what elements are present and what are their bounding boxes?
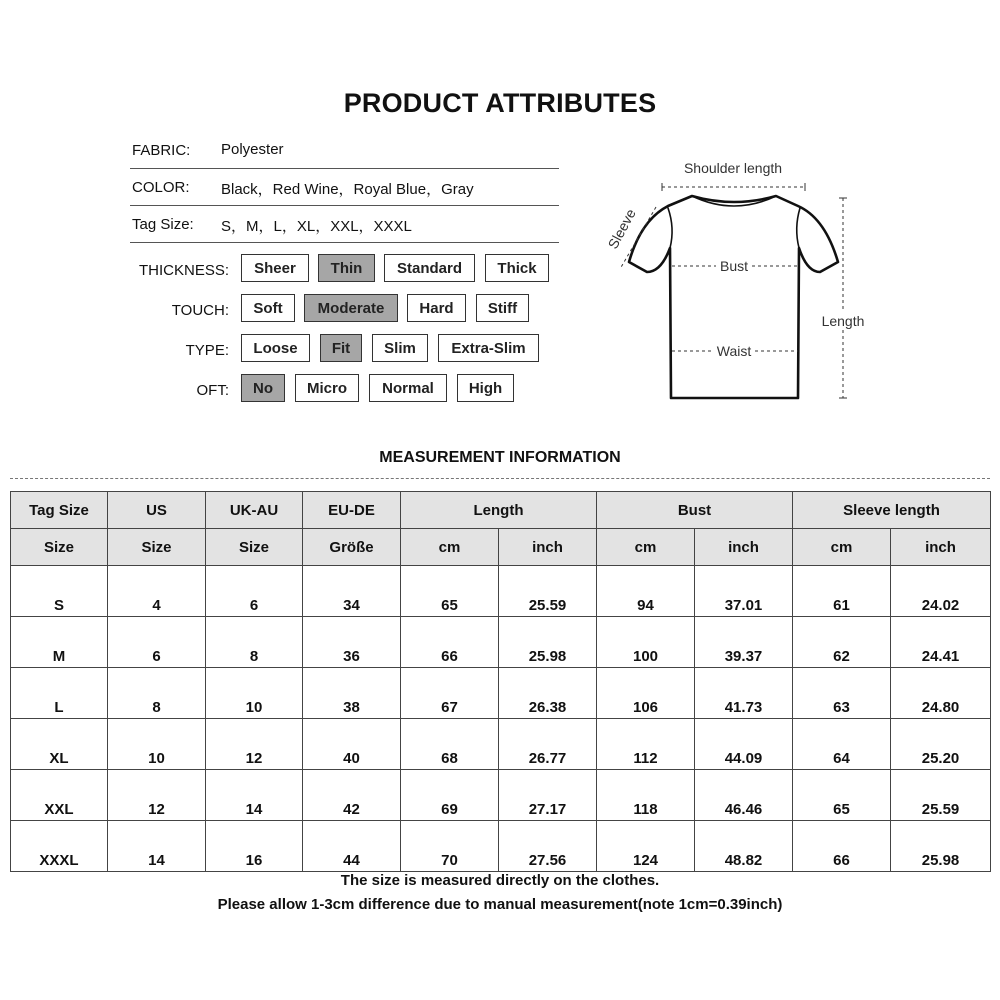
table-cell: 118 [597, 770, 695, 821]
table-cell: 26.38 [499, 668, 597, 719]
table-cell: 24.41 [891, 617, 991, 668]
type-label: TYPE: [185, 342, 229, 359]
note-line-1: The size is measured directly on the clothes. [340, 872, 660, 889]
subheader-cell: Size [11, 529, 108, 566]
touch-option-soft[interactable]: Soft [241, 294, 295, 322]
tag-size-value: S，M，L，XL，XXL，XXXL [221, 218, 412, 235]
divider [130, 205, 559, 206]
thickness-option-sheer[interactable]: Sheer [241, 254, 309, 282]
table-cell: 65 [793, 770, 891, 821]
table-cell: 112 [597, 719, 695, 770]
table-cell: 65 [401, 566, 499, 617]
table-subheader-row [11, 529, 991, 566]
table-cell: 10 [108, 719, 206, 770]
table-cell: 25.59 [499, 566, 597, 617]
table-cell: 37.01 [695, 566, 793, 617]
thickness-option-standard[interactable]: Standard [384, 254, 475, 282]
header-cell: US [108, 492, 206, 529]
size-table [10, 491, 991, 872]
table-cell: 46.46 [695, 770, 793, 821]
table-cell: 100 [597, 617, 695, 668]
table-cell: 38 [303, 668, 401, 719]
type-option-slim[interactable]: Slim [372, 334, 428, 362]
subheader-cell: cm [793, 529, 891, 566]
table-cell: 68 [401, 719, 499, 770]
thickness-option-thin[interactable]: Thin [318, 254, 375, 282]
fabric-label: FABRIC: [132, 142, 191, 159]
table-cell: 66 [793, 821, 891, 872]
touch-option-moderate[interactable]: Moderate [304, 294, 398, 322]
table-cell: 24.80 [891, 668, 991, 719]
subheader-cell: cm [401, 529, 499, 566]
table-cell: 10 [206, 668, 303, 719]
table-cell: 14 [108, 821, 206, 872]
table-header-row [11, 492, 991, 529]
header-cell: UK-AU [206, 492, 303, 529]
page-title: PRODUCT ATTRIBUTES [343, 88, 657, 118]
header-cell: Length [401, 492, 597, 529]
table-cell: 39.37 [695, 617, 793, 668]
table-cell: 67 [401, 668, 499, 719]
tshirt-diagram [600, 150, 880, 410]
oft-option-normal[interactable]: Normal [369, 374, 447, 402]
table-cell: 4 [108, 566, 206, 617]
table-cell: 25.98 [499, 617, 597, 668]
table-cell: 6 [108, 617, 206, 668]
table-cell: 25.20 [891, 719, 991, 770]
measurement-title: MEASUREMENT INFORMATION [379, 449, 621, 466]
shoulder-length-label: Shoulder length [683, 160, 783, 176]
table-cell: 64 [793, 719, 891, 770]
table-cell: L [11, 668, 108, 719]
header-cell: Bust [597, 492, 793, 529]
table-cell: XXL [11, 770, 108, 821]
table-cell: 34 [303, 566, 401, 617]
table-cell: 44.09 [695, 719, 793, 770]
oft-label: OFT: [196, 382, 229, 399]
table-row [11, 617, 991, 668]
table-cell: XXXL [11, 821, 108, 872]
length-label: Length [821, 313, 865, 329]
table-row [11, 770, 991, 821]
table-cell: 6 [206, 566, 303, 617]
table-cell: 24.02 [891, 566, 991, 617]
subheader-cell: inch [499, 529, 597, 566]
table-cell: 70 [401, 821, 499, 872]
table-cell: 40 [303, 719, 401, 770]
type-option-loose[interactable]: Loose [241, 334, 310, 362]
table-cell: 106 [597, 668, 695, 719]
divider [130, 242, 559, 243]
table-cell: 41.73 [695, 668, 793, 719]
dashed-divider [10, 478, 990, 479]
subheader-cell: Size [206, 529, 303, 566]
divider [130, 168, 559, 169]
table-cell: 42 [303, 770, 401, 821]
color-label: COLOR: [132, 179, 190, 196]
table-cell: 16 [206, 821, 303, 872]
oft-option-micro[interactable]: Micro [295, 374, 359, 402]
touch-option-hard[interactable]: Hard [407, 294, 466, 322]
header-cell: EU-DE [303, 492, 401, 529]
table-cell: 8 [206, 617, 303, 668]
table-cell: 69 [401, 770, 499, 821]
table-row [11, 821, 991, 872]
table-cell: 62 [793, 617, 891, 668]
table-row [11, 668, 991, 719]
subheader-cell: Größe [303, 529, 401, 566]
waist-label: Waist [716, 343, 752, 359]
table-cell: 27.56 [499, 821, 597, 872]
type-option-extra-slim[interactable]: Extra-Slim [438, 334, 539, 362]
table-cell: 66 [401, 617, 499, 668]
table-cell: 61 [793, 566, 891, 617]
table-cell: 27.17 [499, 770, 597, 821]
color-value: Black，Red Wine，Royal Blue，Gray [221, 181, 474, 198]
table-cell: 25.59 [891, 770, 991, 821]
sleeve-label: Sleeve [604, 206, 639, 252]
table-cell: 36 [303, 617, 401, 668]
subheader-cell: Size [108, 529, 206, 566]
table-cell: M [11, 617, 108, 668]
touch-label: TOUCH: [171, 302, 229, 319]
table-cell: 14 [206, 770, 303, 821]
header-cell: Tag Size [11, 492, 108, 529]
table-cell: 63 [793, 668, 891, 719]
oft-option-no[interactable]: No [241, 374, 285, 402]
table-cell: 12 [206, 719, 303, 770]
thickness-label: THICKNESS: [138, 262, 229, 279]
table-cell: S [11, 566, 108, 617]
type-option-fit[interactable]: Fit [320, 334, 362, 362]
subheader-cell: inch [891, 529, 991, 566]
table-cell: 48.82 [695, 821, 793, 872]
thickness-option-thick[interactable]: Thick [485, 254, 549, 282]
table-cell: 8 [108, 668, 206, 719]
table-cell: XL [11, 719, 108, 770]
table-cell: 44 [303, 821, 401, 872]
subheader-cell: inch [695, 529, 793, 566]
tag-size-label: Tag Size: [132, 216, 194, 233]
table-cell: 94 [597, 566, 695, 617]
table-row [11, 566, 991, 617]
oft-option-high[interactable]: High [457, 374, 514, 402]
fabric-value: Polyester [221, 141, 284, 158]
subheader-cell: cm [597, 529, 695, 566]
table-cell: 25.98 [891, 821, 991, 872]
table-row [11, 719, 991, 770]
note-line-2: Please allow 1-3cm difference due to manual measurement(note 1cm=0.39inch) [217, 896, 783, 913]
header-cell: Sleeve length [793, 492, 991, 529]
table-cell: 26.77 [499, 719, 597, 770]
table-cell: 124 [597, 821, 695, 872]
table-cell: 12 [108, 770, 206, 821]
touch-option-stiff[interactable]: Stiff [476, 294, 529, 322]
bust-label: Bust [719, 258, 749, 274]
